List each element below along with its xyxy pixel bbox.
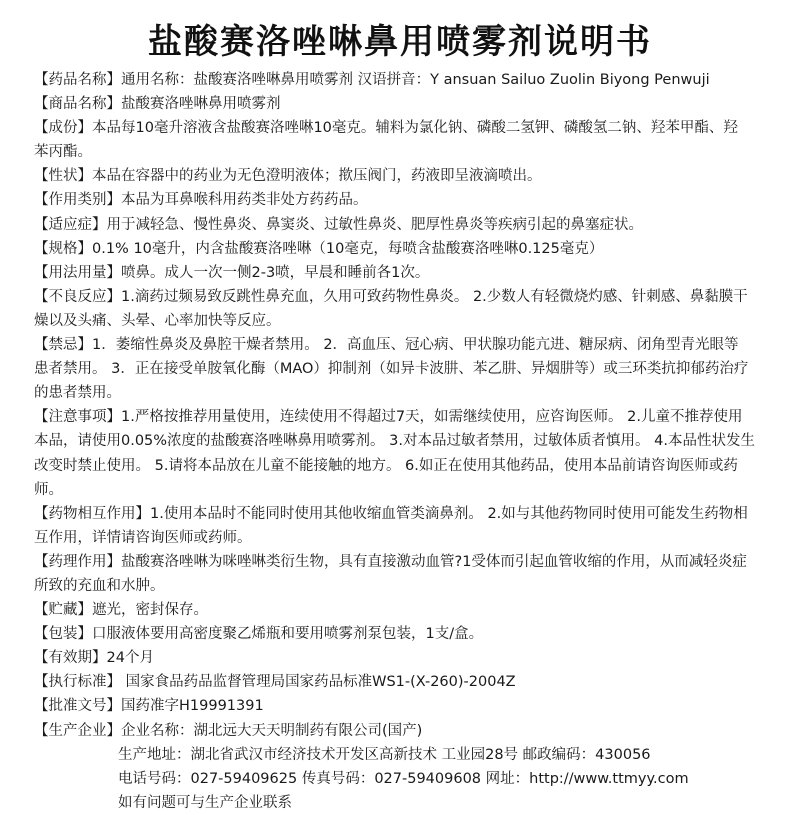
section-block	[34, 68, 774, 92]
section-line: 师。	[34, 481, 63, 498]
section-line: 所致的充血和水肿。	[34, 577, 165, 594]
section-block	[34, 622, 774, 646]
section-line: 【批准文号】国药准字H19991391	[34, 698, 264, 715]
section-line: 【成份】本品每10毫升溶液含盐酸赛洛唑啉10毫克。辅料为氯化钠、磷酸二氢钾、磷酸氢二钠、羟苯甲酯、羟	[34, 120, 738, 137]
section-block	[34, 502, 774, 550]
section-line: 【执行标准】 国家食品药品监督管理局国家药品标准WS1-(X-260)-2004Z	[34, 674, 516, 691]
manufacturer-detail-line: 如有问题可与生产企业联系	[118, 794, 292, 811]
section-block	[34, 405, 774, 501]
section-line: 【禁忌】1．萎缩性鼻炎及鼻腔干燥者禁用。 2．高血压、冠心病、甲状腺功能亢进、糖尿病、闭角型青光眼等	[34, 337, 739, 354]
section-block	[34, 213, 774, 237]
section-line: 的患者禁用。	[34, 385, 121, 402]
page-title: 盐酸赛洛唑啉鼻用喷雾剂说明书	[148, 22, 652, 62]
section-line: 本品，请使用0.05%浓度的盐酸赛洛唑啉鼻用喷雾剂。 3.对本品过敏者禁用，过敏体质者慎用。 4.本品性状发生	[34, 433, 755, 450]
section-line: 【商品名称】盐酸赛洛唑啉鼻用喷雾剂	[34, 96, 281, 113]
section-line: 【生产企业】企业名称：湖北远大天天明制药有限公司(国产)	[34, 722, 423, 739]
section-line: 【包装】口服液体要用高密度聚乙烯瓶和要用喷雾剂泵包装，1支/盒。	[34, 626, 484, 643]
section-block	[34, 237, 774, 261]
section-block	[34, 164, 774, 188]
section-line: 【药理作用】盐酸赛洛唑啉为咪唑啉类衍生物，具有直接激动血管?1受体而引起血管收缩的作用，从而减轻炎症	[34, 553, 747, 570]
section-line: 【药品名称】通用名称：盐酸赛洛唑啉鼻用喷雾剂 汉语拼音：Y ansuan Sailuo Zuolin Biyong Penwuji	[34, 72, 710, 88]
section-block	[34, 670, 774, 694]
section-block	[34, 261, 774, 285]
section-line: 【药物相互作用】1.使用本品时不能同时使用其他收缩血管类滴鼻剂。 2.如与其他药物同时使用可能发生药物相	[34, 505, 748, 522]
section-block	[34, 92, 774, 116]
section-block	[34, 116, 774, 164]
section-block	[34, 285, 774, 333]
section-line: 【作用类别】本品为耳鼻喉科用药类非处方药药品。	[34, 192, 368, 209]
section-line: 燥以及头痛、头晕、心率加快等反应。	[34, 312, 281, 329]
section-line: 苯丙酯。	[34, 144, 92, 161]
section-line: 患者禁用。 3．正在接受单胺氧化酶（MAO）抑制剂（如异卡波肼、苯乙肼、异烟肼等）或三环类抗抑郁药治疗	[34, 361, 749, 378]
section-line: 【不良反应】1.滴药过频易致反跳性鼻充血，久用可致药物性鼻炎。 2.少数人有轻微烧灼感、针刺感、鼻黏膜干	[34, 288, 748, 305]
manufacturer-detail-line: 生产地址：湖北省武汉市经济技术开发区高新技术 工业园28号 邮政编码：430056	[118, 746, 651, 763]
section-line: 【贮藏】遮光，密封保存。	[34, 602, 208, 619]
section-block	[34, 188, 774, 212]
section-block	[34, 646, 774, 670]
section-block	[34, 694, 774, 718]
section-line: 【用法用量】喷鼻。成人一次一侧2-3喷，早晨和睡前各1次。	[34, 264, 430, 281]
instructions-body	[34, 68, 774, 815]
section-block	[34, 333, 774, 405]
section-line: 【适应症】用于减轻急、慢性鼻炎、鼻窦炎、过敏性鼻炎、肥厚性鼻炎等疾病引起的鼻塞症状。	[34, 216, 643, 233]
section-block	[34, 598, 774, 622]
section-line: 【注意事项】1.严格按推荐用量使用，连续使用不得超过7天，如需继续使用，应咨询医师。 2.儿童不推荐使用	[34, 409, 743, 426]
section-line: 【性状】本品在容器中的药业为无色澄明液体；揿压阀门，药液即呈液滴喷出。	[34, 168, 542, 185]
section-block	[34, 719, 774, 743]
manufacturer-detail-line: 电话号码：027-59409625 传真号码：027-59409608 网址：http://www.ttmyy.com	[118, 770, 689, 787]
section-line: 互作用，详情请咨询医师或药师。	[34, 529, 252, 546]
section-line: 【规格】0.1% 10毫升，内含盐酸赛洛唑啉（10毫克，每喷含盐酸赛洛唑啉0.125毫克）	[34, 240, 604, 257]
section-block	[34, 550, 774, 598]
section-line: 改变时禁止使用。 5.请将本品放在儿童不能接触的地方。 6.如正在使用其他药品，使用本品前请咨询医师或药	[34, 457, 738, 474]
section-line: 【有效期】24个月	[34, 650, 154, 667]
